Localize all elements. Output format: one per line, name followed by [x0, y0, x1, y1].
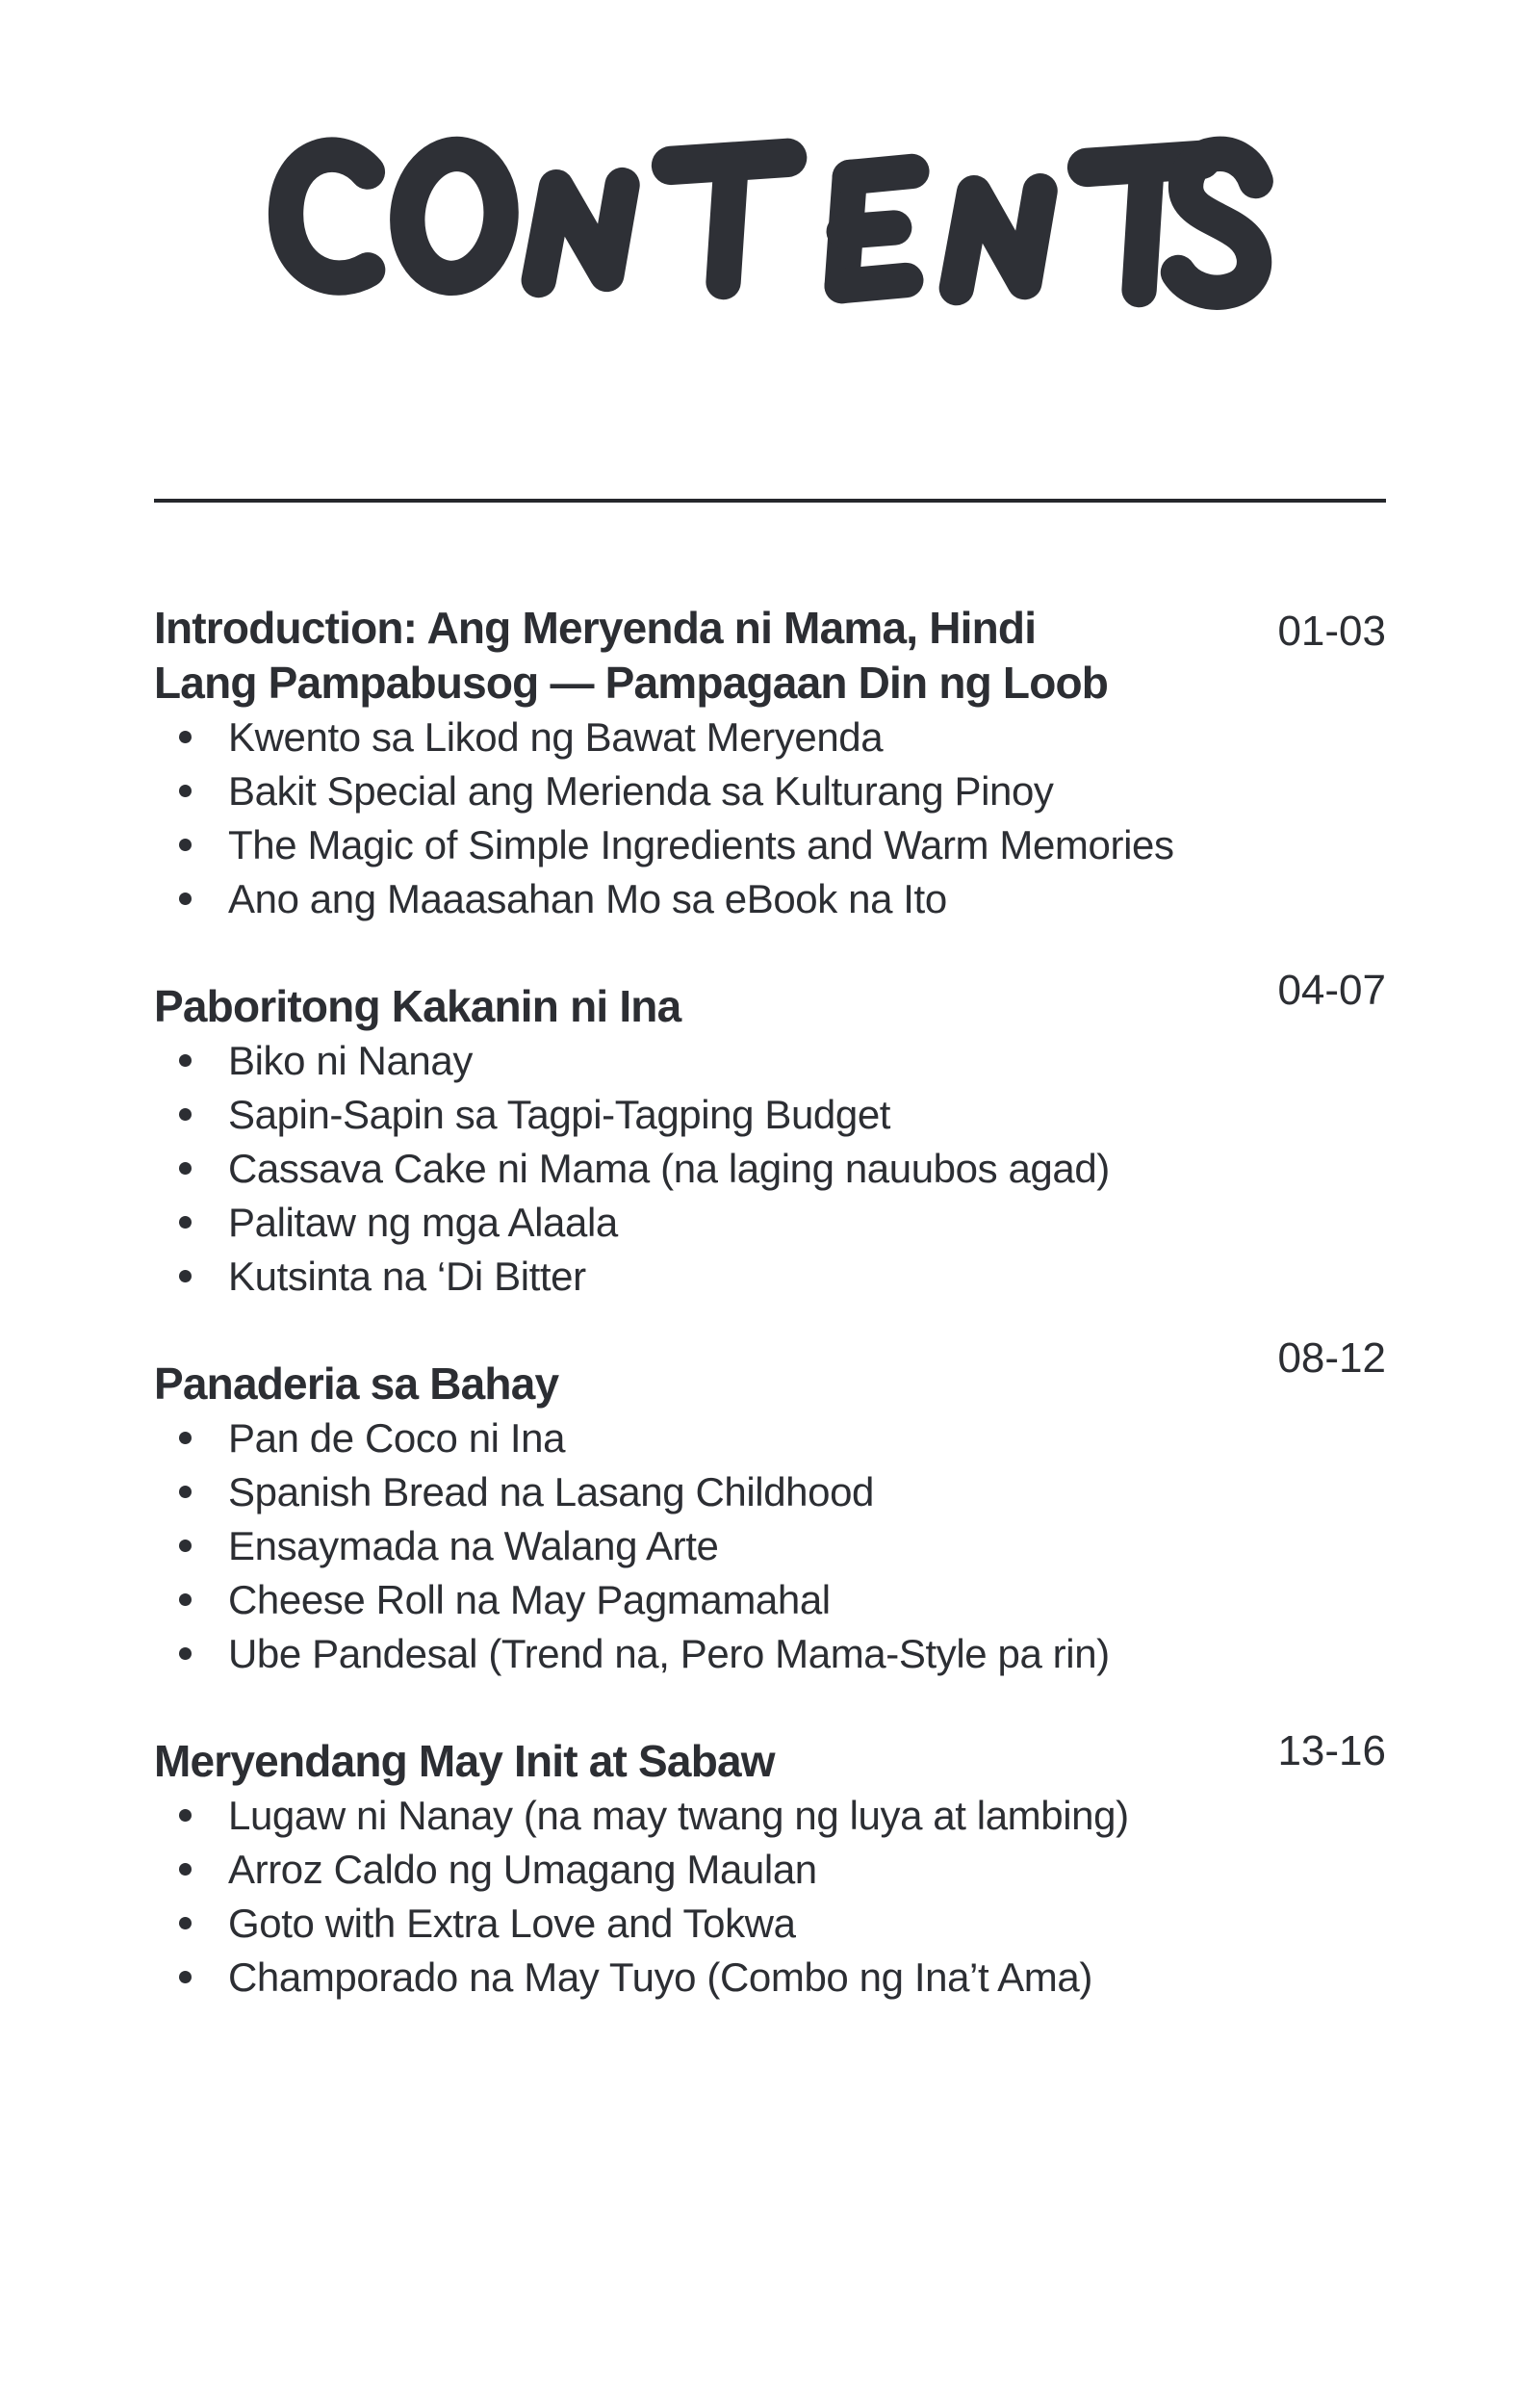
- toc-item: Ube Pandesal (Trend na, Pero Mama-Style pa rin): [154, 1627, 1213, 1681]
- toc-item: Palitaw ng mga Alaala: [154, 1196, 1213, 1250]
- toc-item: Goto with Extra Love and Tokwa: [154, 1897, 1213, 1951]
- toc-section-main: [154, 1734, 1213, 2005]
- toc-item: Kutsinta na ‘Di Bitter: [154, 1250, 1213, 1304]
- toc-item: Cheese Roll na May Pagmamahal: [154, 1573, 1213, 1627]
- letter-n2: [957, 191, 1040, 288]
- toc-item: Biko ni Nanay: [154, 1034, 1213, 1088]
- toc-section-main: [154, 1357, 1213, 1681]
- letter-t1: [671, 158, 787, 282]
- toc-section: [154, 1334, 1386, 1681]
- section-heading: Panaderia sa Bahay: [154, 1359, 559, 1409]
- title-divider: [154, 499, 1386, 503]
- section-page-range: 01-03: [1277, 608, 1386, 655]
- section-heading: Introduction: Ang Meryenda ni Mama, Hindi Lang Pampabusog — Pampagaan Din ng Loob: [154, 603, 1109, 708]
- toc-item: Pan de Coco ni Ina: [154, 1411, 1213, 1465]
- letter-o: [401, 149, 507, 283]
- toc-section-main: [154, 601, 1213, 926]
- letter-s: [1178, 154, 1256, 293]
- toc-item: Champorado na May Tuyo (Combo ng Ina’t Ama): [154, 1951, 1213, 2005]
- section-page-range: 13-16: [1277, 1727, 1386, 1774]
- toc-section: [154, 601, 1386, 926]
- toc-item: Cassava Cake ni Mama (na laging nauubos agad): [154, 1142, 1213, 1196]
- toc-section: [154, 967, 1386, 1304]
- toc-item: Arroz Caldo ng Umagang Maulan: [154, 1843, 1213, 1897]
- table-of-contents: [154, 601, 1386, 2005]
- contents-page: [154, 0, 1386, 2005]
- contents-title-lettering: [255, 135, 1285, 318]
- section-heading: Meryendang May Init at Sabaw: [154, 1736, 775, 1786]
- section-page-range: 08-12: [1277, 1334, 1386, 1382]
- toc-section-main: [154, 979, 1213, 1304]
- toc-item: Sapin-Sapin sa Tagpi-Tagping Budget: [154, 1088, 1213, 1142]
- toc-item: Bakit Special ang Merienda sa Kulturang Pinoy: [154, 764, 1213, 818]
- toc-item: Spanish Bread na Lasang Childhood: [154, 1465, 1213, 1519]
- page-title: [255, 135, 1285, 318]
- toc-item: The Magic of Simple Ingredients and Warm Memories: [154, 818, 1213, 872]
- section-item-list: [154, 1411, 1213, 1681]
- letter-n1: [539, 185, 623, 280]
- toc-section: [154, 1727, 1386, 2005]
- section-item-list: [154, 711, 1213, 926]
- section-heading: Paboritong Kakanin ni Ina: [154, 981, 681, 1031]
- toc-item: Kwento sa Likod ng Bawat Meryenda: [154, 711, 1213, 764]
- section-item-list: [154, 1789, 1213, 2005]
- letter-e: [842, 171, 912, 286]
- section-page-range: 04-07: [1277, 967, 1386, 1014]
- letter-c: [279, 150, 380, 284]
- section-item-list: [154, 1034, 1213, 1304]
- toc-item: Lugaw ni Nanay (na may twang ng luya at lambing): [154, 1789, 1213, 1843]
- toc-item: Ano ang Maaasahan Mo sa eBook na Ito: [154, 872, 1213, 926]
- toc-item: Ensaymada na Walang Arte: [154, 1519, 1213, 1573]
